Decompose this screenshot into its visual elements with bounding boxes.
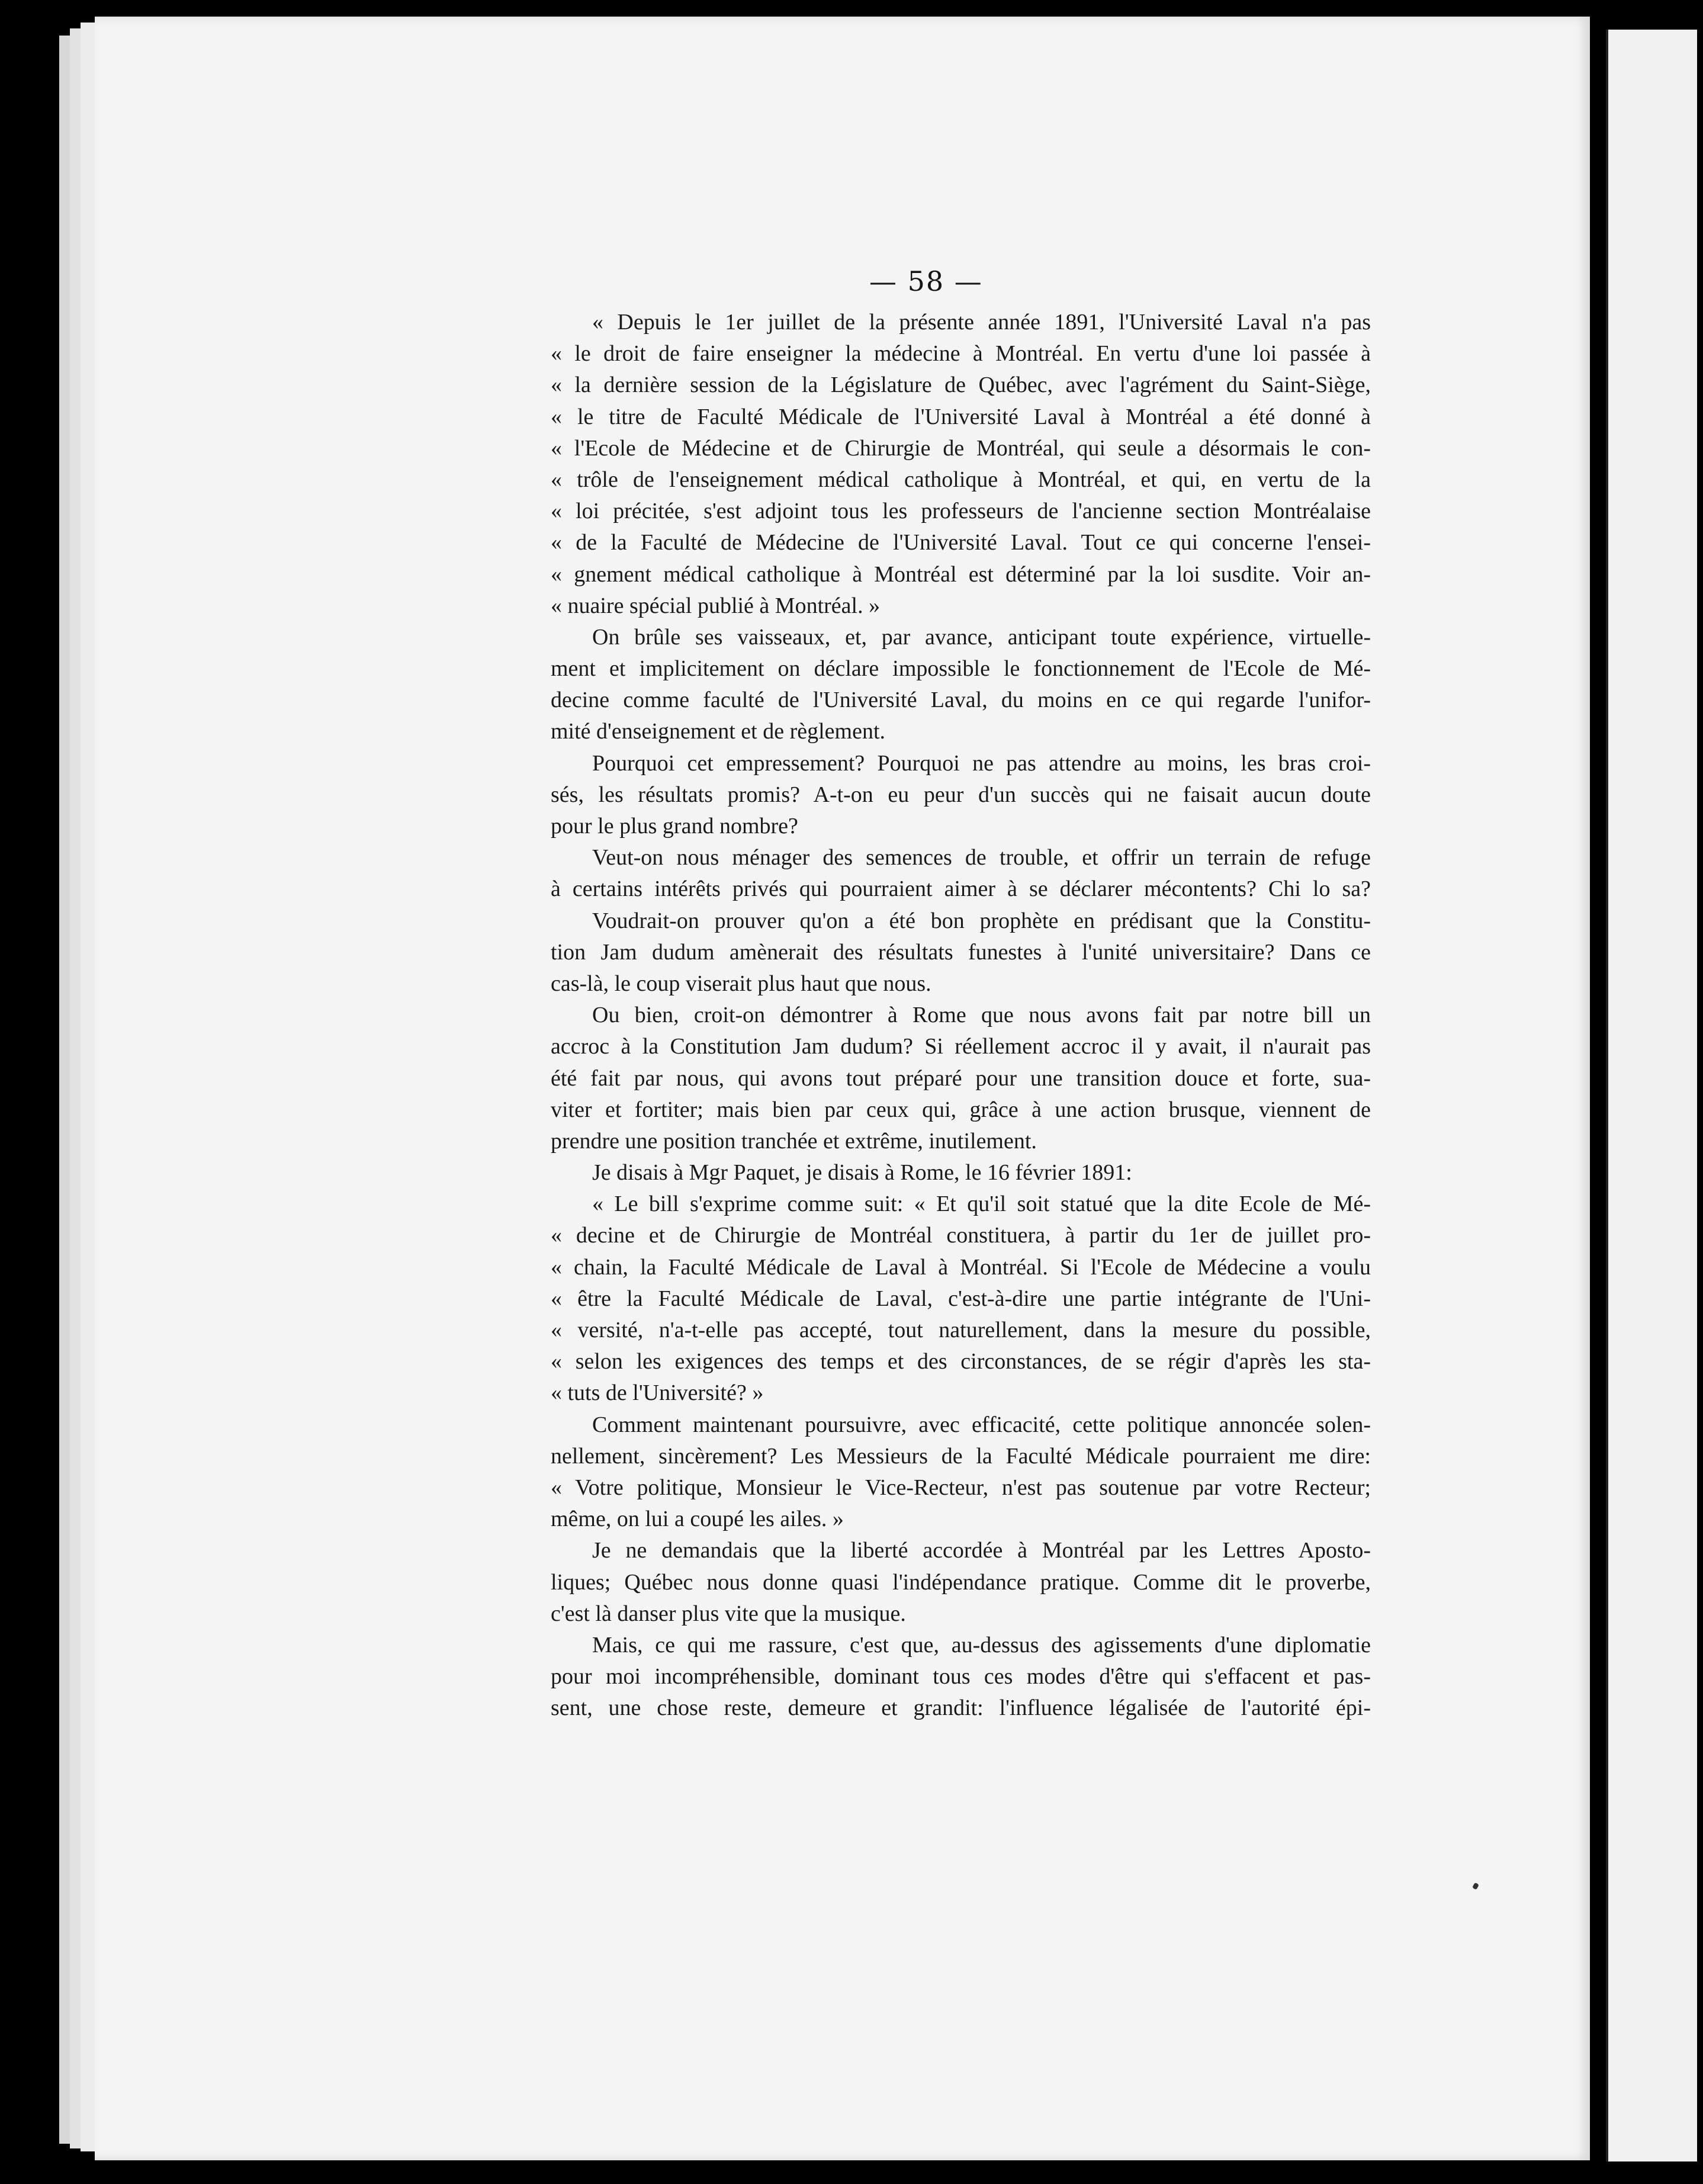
text-line: Mais, ce qui me rassure, c'est que, au-dessus des agissements d'une diplomatie <box>592 1632 1371 1658</box>
text-line: « versité, n'a-t-elle pas accepté, tout naturellement, dans la mesure du possible, <box>551 1318 1371 1342</box>
text-line: viter et fortiter; mais bien par ceux qui, grâce à une action brusque, viennent de <box>551 1097 1371 1122</box>
text-line: cas-là, le coup viserait plus haut que nous. <box>551 971 931 996</box>
text-line: decine comme faculté de l'Université Laval, du moins en ce qui regarde l'unifor- <box>551 688 1371 713</box>
text-line: Pourquoi cet empressement? Pourquoi ne pas attendre au moins, les bras croi- <box>592 750 1371 776</box>
text-line: « le droit de faire enseigner la médecine à Montréal. En vertu d'une loi passée à <box>551 341 1371 367</box>
text-line: « le titre de Faculté Médicale de l'Université Laval à Montréal a été donné à <box>551 404 1371 429</box>
text-line: « de la Faculté de Médecine de l'Université Laval. Tout ce qui concerne l'ensei- <box>551 530 1371 555</box>
text-line: Veut-on nous ménager des semences de trouble, et offrir un terrain de refuge <box>592 845 1371 871</box>
body-text <box>551 307 1371 1724</box>
text-line: « loi précitée, s'est adjoint tous les professeurs de l'ancienne section Montréalaise <box>551 499 1371 524</box>
text-line: nellement, sincèrement? Les Messieurs de la Faculté Médicale pourraient me dire: <box>551 1443 1371 1469</box>
text-line: « decine et de Chirurgie de Montréal constituera, à partir du 1er de juillet pro- <box>551 1223 1371 1248</box>
text-line: à certains intérêts privés qui pourraient aimer à se déclarer mécontents? Chi lo sa? <box>551 876 1371 902</box>
page-number: — 58 — <box>869 265 983 297</box>
text-line: prendre une position tranchée et extrême, inutilement. <box>551 1128 1037 1154</box>
facing-page-strip <box>1606 30 1697 2161</box>
text-line: c'est là danser plus vite que la musique. <box>551 1601 906 1626</box>
text-line: liques; Québec nous donne quasi l'indépendance pratique. Comme dit le proverbe, <box>551 1569 1371 1595</box>
text-line: « trôle de l'enseignement médical catholique à Montréal, et qui, en vertu de la <box>551 467 1371 492</box>
text-line: « la dernière session de la Législature de Québec, avec l'agrément du Saint-Siège, <box>551 372 1371 398</box>
text-line: Je disais à Mgr Paquet, je disais à Rome, le 16 février 1891: <box>592 1160 1132 1186</box>
text-line: Ou bien, croit-on démontrer à Rome que nous avons fait par notre bill un <box>592 1003 1371 1028</box>
text-line: « Depuis le 1er juillet de la présente année 1891, l'Université Laval n'a pas <box>592 310 1371 335</box>
text-line: ment et implicitement on déclare impossible le fonctionnement de l'Ecole de Mé- <box>551 656 1371 682</box>
text-line: Je ne demandais que la liberté accordée à Montréal par les Lettres Aposto- <box>592 1538 1371 1563</box>
text-line: « selon les exigences des temps et des circonstances, de se régir d'après les sta- <box>551 1349 1371 1374</box>
text-line: « nuaire spécial publié à Montréal. » <box>551 593 881 618</box>
text-line: sent, une chose reste, demeure et grandit: l'influence légalisée de l'autorité épi- <box>551 1695 1371 1721</box>
text-line: été fait par nous, qui avons tout préparé pour une transition douce et forte, sua- <box>551 1065 1371 1091</box>
text-line: Comment maintenant poursuivre, avec efficacité, cette politique annoncée solen- <box>592 1412 1371 1437</box>
text-line: « Le bill s'exprime comme suit: « Et qu'il soit statué que la dite Ecole de Mé- <box>592 1191 1371 1217</box>
text-line: « être la Faculté Médicale de Laval, c'est-à-dire une partie intégrante de l'Uni- <box>551 1286 1371 1311</box>
text-line: « gnement médical catholique à Montréal est déterminé par la loi susdite. Voir an- <box>551 561 1371 587</box>
text-line: même, on lui a coupé les ailes. » <box>551 1507 844 1532</box>
text-line: On brûle ses vaisseaux, et, par avance, anticipant toute expérience, virtuelle- <box>592 624 1371 650</box>
text-line: Voudrait-on prouver qu'on a été bon prophète en prédisant que la Constitu- <box>592 908 1371 933</box>
text-line: sés, les résultats promis? A-t-on eu peur d'un succès qui ne faisait aucun doute <box>551 782 1371 807</box>
text-line: « Votre politique, Monsieur le Vice-Recteur, n'est pas soutenue par votre Recteur; <box>551 1475 1371 1500</box>
text-line: pour moi incompréhensible, dominant tous ces modes d'être qui s'effacent et pas- <box>551 1664 1371 1690</box>
text-line: mité d'enseignement et de règlement. <box>551 719 886 744</box>
text-line: « chain, la Faculté Médicale de Laval à Montréal. Si l'Ecole de Médecine a voulu <box>551 1254 1371 1280</box>
text-line: « tuts de l'Université? » <box>551 1380 764 1406</box>
text-line: accroc à la Constitution Jam dudum? Si réellement accroc il y avait, il n'aurait pas <box>551 1034 1371 1059</box>
text-line: « l'Ecole de Médecine et de Chirurgie de Montréal, qui seule a désormais le con- <box>551 435 1371 461</box>
text-line: pour le plus grand nombre? <box>551 814 798 839</box>
text-line: tion Jam dudum amènerait des résultats funestes à l'unité universitaire? Dans ce <box>551 939 1371 965</box>
